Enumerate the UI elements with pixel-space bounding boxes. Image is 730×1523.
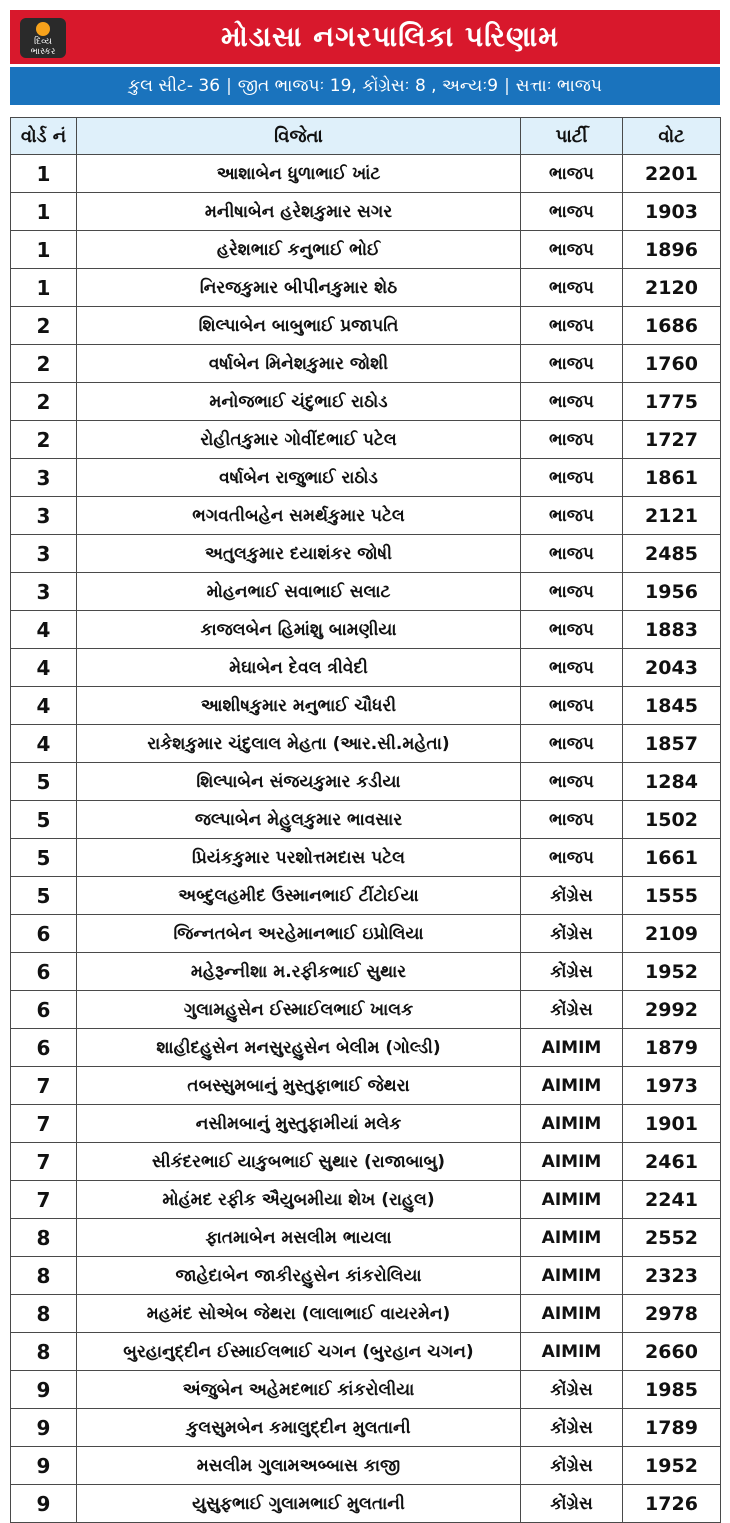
party-cell: ભાજપ (521, 383, 623, 421)
votes-cell: 2461 (623, 1143, 721, 1181)
table-row (11, 763, 721, 801)
party-cell: ભાજપ (521, 307, 623, 345)
party-cell: ભાજપ (521, 459, 623, 497)
table-row (11, 1067, 721, 1105)
ward-cell: 3 (11, 497, 77, 535)
table-row (11, 1219, 721, 1257)
winner-cell: જાહેદાબેન જાકીરહુસેન કાંકરોલિયા (77, 1257, 521, 1295)
winner-cell: કુલસુમબેન કમાલુદ્દીન મુલતાની (77, 1409, 521, 1447)
page-title: મોડાસા નગરપાલિકા પરિણામ (221, 20, 559, 53)
votes-cell: 2660 (623, 1333, 721, 1371)
table-row (11, 877, 721, 915)
ward-cell: 2 (11, 345, 77, 383)
winner-cell: રાકેશકુમાર ચંદુલાલ મેહતા (આર.સી.મહેતા) (77, 725, 521, 763)
winner-cell: આશીષકુમાર મનુભાઈ ચૌધરી (77, 687, 521, 725)
ward-cell: 3 (11, 573, 77, 611)
party-cell: AIMIM (521, 1067, 623, 1105)
winner-cell: બુરહાનુદ્દીન ઈસ્માઈલભાઈ ચગન (બુરહાન ચગન) (77, 1333, 521, 1371)
votes-cell: 1727 (623, 421, 721, 459)
winner-cell: મસલીમ ગુલામઅબ્બાસ કાજી (77, 1447, 521, 1485)
votes-cell: 1896 (623, 231, 721, 269)
ward-cell: 5 (11, 801, 77, 839)
winner-cell: વર્ષાબેન મિનેશકુમાર જોશી (77, 345, 521, 383)
ward-cell: 8 (11, 1257, 77, 1295)
ward-cell: 5 (11, 763, 77, 801)
summary-total-seats: કુલ સીટ- 36 (128, 76, 221, 96)
votes-cell: 2552 (623, 1219, 721, 1257)
party-cell: ભાજપ (521, 497, 623, 535)
ward-cell: 8 (11, 1333, 77, 1371)
summary-separator: | (504, 76, 510, 96)
party-cell: ભાજપ (521, 345, 623, 383)
votes-cell: 2978 (623, 1295, 721, 1333)
party-cell: AIMIM (521, 1105, 623, 1143)
table-row (11, 307, 721, 345)
winner-cell: હરેશભાઈ કનુભાઈ ભોઈ (77, 231, 521, 269)
table-row (11, 1181, 721, 1219)
ward-cell: 6 (11, 991, 77, 1029)
votes-cell: 1883 (623, 611, 721, 649)
header-ward: વોર્ડ નં (11, 118, 77, 155)
title-banner (10, 10, 720, 64)
table-row (11, 1485, 721, 1523)
party-cell: ભાજપ (521, 231, 623, 269)
party-cell: ભાજપ (521, 155, 623, 193)
table-row (11, 573, 721, 611)
summary-wins: જીત ભાજપઃ 19, કોંગ્રેસઃ 8 , અન્યઃ9 (237, 76, 499, 96)
party-cell: કોંગ્રેસ (521, 953, 623, 991)
votes-cell: 1686 (623, 307, 721, 345)
winner-cell: મનોજભાઈ ચંદુભાઈ રાઠોડ (77, 383, 521, 421)
ward-cell: 1 (11, 193, 77, 231)
ward-cell: 1 (11, 269, 77, 307)
votes-cell: 1789 (623, 1409, 721, 1447)
party-cell: AIMIM (521, 1181, 623, 1219)
logo-text-line2: ભાસ્કર (30, 47, 56, 57)
table-row (11, 421, 721, 459)
ward-cell: 1 (11, 155, 77, 193)
ward-cell: 4 (11, 687, 77, 725)
table-row (11, 535, 721, 573)
table-row (11, 649, 721, 687)
ward-cell: 7 (11, 1181, 77, 1219)
table-row (11, 687, 721, 725)
party-cell: AIMIM (521, 1029, 623, 1067)
winner-cell: મોહનભાઈ સવાભાઈ સલાટ (77, 573, 521, 611)
winner-cell: ગુલામહુસેન ઈસ્માઈલભાઈ ખાલક (77, 991, 521, 1029)
party-cell: ભાજપ (521, 193, 623, 231)
votes-cell: 1284 (623, 763, 721, 801)
ward-cell: 4 (11, 725, 77, 763)
table-row (11, 1029, 721, 1067)
table-row (11, 155, 721, 193)
table-row (11, 459, 721, 497)
party-cell: ભાજપ (521, 801, 623, 839)
table-row (11, 991, 721, 1029)
votes-cell: 2121 (623, 497, 721, 535)
table-row (11, 1257, 721, 1295)
votes-cell: 2109 (623, 915, 721, 953)
winner-cell: મનીષાબેન હરેશકુમાર સગર (77, 193, 521, 231)
table-row (11, 497, 721, 535)
table-row (11, 801, 721, 839)
party-cell: ભાજપ (521, 611, 623, 649)
votes-cell: 2043 (623, 649, 721, 687)
votes-cell: 2323 (623, 1257, 721, 1295)
winner-cell: શિલ્પાબેન સંજયકુમાર કડીયા (77, 763, 521, 801)
ward-cell: 8 (11, 1219, 77, 1257)
summary-power: સત્તાઃ ભાજપ (515, 76, 602, 96)
table-row (11, 193, 721, 231)
winner-cell: કાજલબેન હિમાંશુ બામણીયા (77, 611, 521, 649)
ward-cell: 7 (11, 1143, 77, 1181)
votes-cell: 1879 (623, 1029, 721, 1067)
ward-cell: 2 (11, 383, 77, 421)
votes-cell: 1760 (623, 345, 721, 383)
table-row (11, 231, 721, 269)
winner-cell: તબસ્સુમબાનું મુસ્તુફાભાઈ જેથરા (77, 1067, 521, 1105)
winner-cell: મોહંમદ રફીક ઐયુબમીયા શેખ (રાહુલ) (77, 1181, 521, 1219)
table-row (11, 1371, 721, 1409)
table-row (11, 345, 721, 383)
votes-cell: 1726 (623, 1485, 721, 1523)
party-cell: કોંગ્રેસ (521, 1371, 623, 1409)
votes-cell: 1661 (623, 839, 721, 877)
votes-cell: 1845 (623, 687, 721, 725)
table-row (11, 1105, 721, 1143)
table-row (11, 1333, 721, 1371)
table-row (11, 1409, 721, 1447)
votes-cell: 1973 (623, 1067, 721, 1105)
results-table (10, 117, 721, 1523)
votes-cell: 1952 (623, 953, 721, 991)
party-cell: ભાજપ (521, 725, 623, 763)
winner-cell: આશાબેન ધુળાભાઈ ખાંટ (77, 155, 521, 193)
party-cell: AIMIM (521, 1295, 623, 1333)
table-row (11, 611, 721, 649)
votes-cell: 2120 (623, 269, 721, 307)
winner-cell: અબ્દુલહમીદ ઉસ્માનભાઈ ટીંટોઈયા (77, 877, 521, 915)
winner-cell: જલ્પાબેન મેહુલકુમાર ભાવસાર (77, 801, 521, 839)
winner-cell: મેઘાબેન દેવલ ત્રીવેદી (77, 649, 521, 687)
party-cell: ભાજપ (521, 649, 623, 687)
party-cell: ભાજપ (521, 269, 623, 307)
votes-cell: 1956 (623, 573, 721, 611)
ward-cell: 5 (11, 839, 77, 877)
ward-cell: 9 (11, 1447, 77, 1485)
header-winner: વિજેતા (77, 118, 521, 155)
party-cell: કોંગ્રેસ (521, 1409, 623, 1447)
party-cell: ભાજપ (521, 535, 623, 573)
winner-cell: વર્ષાબેન રાજુભાઈ રાઠોડ (77, 459, 521, 497)
ward-cell: 6 (11, 1029, 77, 1067)
ward-cell: 2 (11, 307, 77, 345)
votes-cell: 1985 (623, 1371, 721, 1409)
winner-cell: ભગવતીબહેન સમર્થકુમાર પટેલ (77, 497, 521, 535)
votes-cell: 2992 (623, 991, 721, 1029)
ward-cell: 7 (11, 1067, 77, 1105)
sun-icon (36, 22, 50, 36)
party-cell: કોંગ્રેસ (521, 1485, 623, 1523)
ward-cell: 7 (11, 1105, 77, 1143)
summary-separator: | (226, 76, 232, 96)
winner-cell: રોહીતકુમાર ગોવીંદભાઈ પટેલ (77, 421, 521, 459)
winner-cell: ફાતમાબેન મસલીમ ભાયલા (77, 1219, 521, 1257)
ward-cell: 5 (11, 877, 77, 915)
ward-cell: 2 (11, 421, 77, 459)
header-party: પાર્ટી (521, 118, 623, 155)
votes-cell: 2485 (623, 535, 721, 573)
ward-cell: 9 (11, 1485, 77, 1523)
divya-bhaskar-logo (20, 18, 66, 58)
winner-cell: મહમંદ સોએબ જેથરા (લાલાભાઈ વાયરમેન) (77, 1295, 521, 1333)
votes-cell: 1775 (623, 383, 721, 421)
table-row (11, 839, 721, 877)
winner-cell: અંજુબેન અહેમદભાઈ કાંકરોલીયા (77, 1371, 521, 1409)
ward-cell: 3 (11, 535, 77, 573)
party-cell: AIMIM (521, 1257, 623, 1295)
table-row (11, 1295, 721, 1333)
party-cell: ભાજપ (521, 763, 623, 801)
logo-text-line1: દિવ્ય (34, 37, 52, 47)
party-cell: AIMIM (521, 1333, 623, 1371)
ward-cell: 9 (11, 1371, 77, 1409)
table-row (11, 725, 721, 763)
winner-cell: પ્રિયંકકુમાર પરશોત્તમદાસ પટેલ (77, 839, 521, 877)
table-row (11, 953, 721, 991)
table-row (11, 1143, 721, 1181)
ward-cell: 6 (11, 915, 77, 953)
winner-cell: નસીમબાનું મુસ્તુફામીયાં મલેક (77, 1105, 521, 1143)
table-row (11, 1447, 721, 1485)
ward-cell: 6 (11, 953, 77, 991)
ward-cell: 4 (11, 649, 77, 687)
ward-cell: 3 (11, 459, 77, 497)
party-cell: ભાજપ (521, 573, 623, 611)
party-cell: AIMIM (521, 1219, 623, 1257)
ward-cell: 8 (11, 1295, 77, 1333)
table-row (11, 269, 721, 307)
party-cell: કોંગ્રેસ (521, 1447, 623, 1485)
winner-cell: મહેરૂન્નીશા મ.રફીકભાઈ સુથાર (77, 953, 521, 991)
party-cell: કોંગ્રેસ (521, 915, 623, 953)
table-row (11, 383, 721, 421)
votes-cell: 1555 (623, 877, 721, 915)
ward-cell: 9 (11, 1409, 77, 1447)
ward-cell: 1 (11, 231, 77, 269)
votes-cell: 1952 (623, 1447, 721, 1485)
winner-cell: નિરજકુમાર બીપીનકુમાર શેઠ (77, 269, 521, 307)
table-header-row (11, 118, 721, 155)
votes-cell: 2201 (623, 155, 721, 193)
party-cell: AIMIM (521, 1143, 623, 1181)
votes-cell: 1861 (623, 459, 721, 497)
votes-cell: 1903 (623, 193, 721, 231)
winner-cell: સીકંદરભાઈ યાકુબભાઈ સુથાર (રાજાબાબુ) (77, 1143, 521, 1181)
party-cell: ભાજપ (521, 421, 623, 459)
header-votes: વોટ (623, 118, 721, 155)
winner-cell: અતુલકુમાર દયાશંકર જોષી (77, 535, 521, 573)
party-cell: કોંગ્રેસ (521, 991, 623, 1029)
winner-cell: શાહીદહુસેન મનસુરહુસેન બેલીમ (ગોલ્ડી) (77, 1029, 521, 1067)
votes-cell: 2241 (623, 1181, 721, 1219)
party-cell: ભાજપ (521, 839, 623, 877)
winner-cell: યુસુફભાઈ ગુલામભાઈ મુલતાની (77, 1485, 521, 1523)
summary-bar (10, 67, 720, 105)
party-cell: કોંગ્રેસ (521, 877, 623, 915)
votes-cell: 1901 (623, 1105, 721, 1143)
winner-cell: જિન્નતબેન અરહેમાનભાઈ ઇપ્રોલિયા (77, 915, 521, 953)
ward-cell: 4 (11, 611, 77, 649)
votes-cell: 1857 (623, 725, 721, 763)
votes-cell: 1502 (623, 801, 721, 839)
winner-cell: શિલ્પાબેન બાબુભાઈ પ્રજાપતિ (77, 307, 521, 345)
party-cell: ભાજપ (521, 687, 623, 725)
table-row (11, 915, 721, 953)
